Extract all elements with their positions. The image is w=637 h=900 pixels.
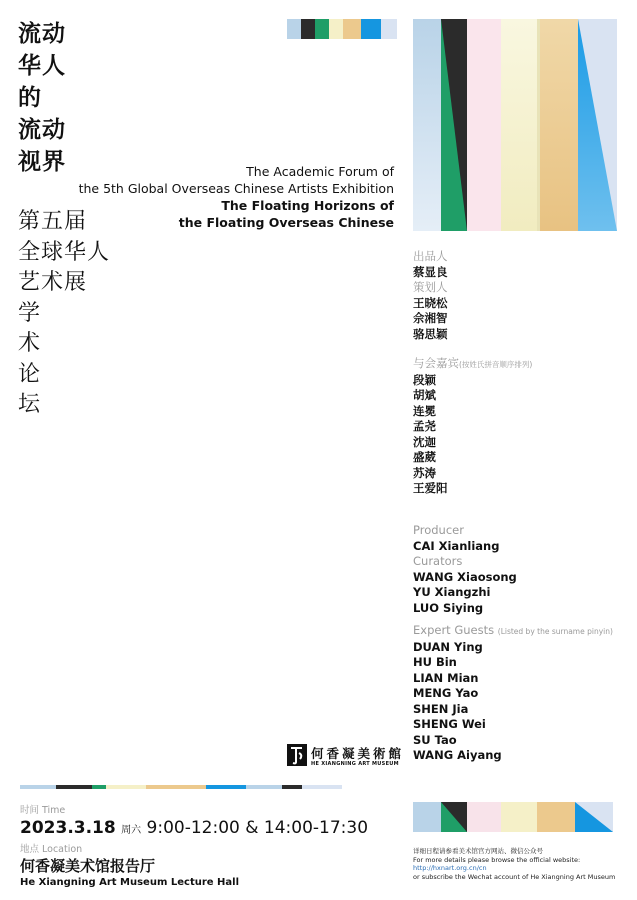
subtitle-line: 全球华人 — [18, 239, 111, 265]
details-line: 详细日程请参看美术馆官方网站、微信公众号 — [413, 847, 543, 855]
abstract-color-graphic — [413, 19, 617, 231]
guest-name-en: SHENG Wei — [413, 717, 486, 731]
guest-name-en: HU Bin — [413, 655, 457, 669]
guest-name: 胡斌 — [413, 388, 436, 402]
guests-label-en-text: Expert Guests — [413, 623, 495, 637]
location-english: He Xiangning Art Museum Lecture Hall — [20, 877, 240, 888]
subtitle-line: 论 — [18, 361, 42, 387]
title-line: 华人 — [18, 53, 66, 79]
details-line: For more details please browse the official website: — [413, 855, 581, 864]
guests-label — [413, 356, 532, 373]
details-text — [413, 847, 615, 881]
website-link[interactable]: http://hxnart.org.cn/cn — [413, 864, 487, 873]
curator-name-en: YU Xiangzhi — [413, 585, 491, 599]
subtitle-line: 第五届 — [18, 209, 88, 234]
producer-name: 蔡显良 — [413, 264, 448, 279]
cn-people-list — [413, 249, 532, 497]
subtitle-chinese — [18, 207, 110, 421]
event-hours: 9:00-12:00 & 14:00-17:30 — [146, 818, 369, 838]
english-title-line: The Academic Forum of — [246, 164, 394, 179]
location-chinese: 何香凝美术馆报告厅 — [20, 857, 156, 875]
guest-name: 苏涛 — [413, 465, 436, 480]
museum-logo-english: HE XIANGNING ART MUSEUM — [311, 761, 399, 767]
producer-name-en: CAI Xianliang — [413, 538, 500, 553]
guests-label-en — [413, 623, 613, 640]
curator-name-en: WANG Xiaosong — [413, 569, 517, 584]
guests-label-text: 与会嘉宾 — [413, 356, 459, 370]
guests-note-en: (Listed by the surname pinyin) — [497, 627, 613, 636]
english-title — [79, 163, 394, 231]
event-info — [20, 805, 368, 889]
event-weekday: 周六 — [121, 825, 142, 836]
title-line: 视界 — [18, 149, 66, 175]
curator-name: 骆思颖 — [413, 326, 448, 341]
english-title-bold-line: The Floating Horizons of — [221, 198, 394, 213]
title-chinese — [18, 18, 66, 178]
color-strip-bottom — [20, 785, 342, 789]
title-line: 流动 — [18, 117, 66, 143]
curators-label-en: Curators — [413, 554, 463, 568]
abstract-color-graphic-small — [413, 802, 613, 832]
museum-logo-mark-icon — [287, 744, 307, 766]
curator-name-en: LUO Siying — [413, 600, 484, 615]
subtitle-line: 坛 — [18, 392, 42, 417]
event-time — [20, 817, 368, 842]
english-title-bold-line: the Floating Overseas Chinese — [178, 215, 394, 230]
museum-logo-chinese: 何香凝美術館 — [311, 746, 405, 761]
guest-name-en: LIAN Mian — [413, 670, 479, 685]
museum-logo — [287, 744, 405, 770]
producer-label-en: Producer — [413, 523, 464, 537]
curator-name: 佘湘智 — [413, 311, 448, 325]
guest-name: 连冕 — [413, 403, 436, 418]
guest-name: 段颖 — [413, 372, 436, 387]
color-strip-top-small — [287, 19, 397, 39]
subtitle-line: 术 — [18, 331, 42, 356]
guest-name: 王爱阳 — [413, 481, 448, 495]
time-label: 时间 Time — [20, 805, 66, 816]
guests-note: (按姓氏拼音顺序排列) — [459, 360, 533, 369]
subtitle-line: 艺术展 — [18, 270, 88, 295]
english-title-line: the 5th Global Overseas Chinese Artists Exhibition — [78, 181, 394, 196]
en-people-list — [413, 523, 613, 764]
title-line: 流动 — [18, 21, 66, 47]
details-line: or subscribe the Wechat account of He Xiangning Art Museum — [413, 872, 616, 881]
curators-label: 策划人 — [413, 280, 448, 294]
producer-label: 出品人 — [413, 249, 448, 263]
event-date: 2023.3.18 — [20, 818, 116, 838]
subtitle-line: 学 — [18, 300, 42, 326]
location-label: 地点 Location — [20, 844, 83, 855]
guest-name-en: MENG Yao — [413, 686, 479, 700]
guest-name-en: DUAN Ying — [413, 639, 483, 654]
guest-name: 沈迦 — [413, 434, 436, 449]
curator-name: 王晓松 — [413, 295, 448, 310]
title-line: 的 — [18, 85, 42, 111]
guest-name: 盛葳 — [413, 450, 436, 464]
guest-name: 孟尧 — [413, 419, 436, 433]
guest-name-en: SU Tao — [413, 732, 457, 747]
guest-name-en: SHEN Jia — [413, 701, 469, 716]
guest-name-en: WANG Aiyang — [413, 748, 502, 762]
